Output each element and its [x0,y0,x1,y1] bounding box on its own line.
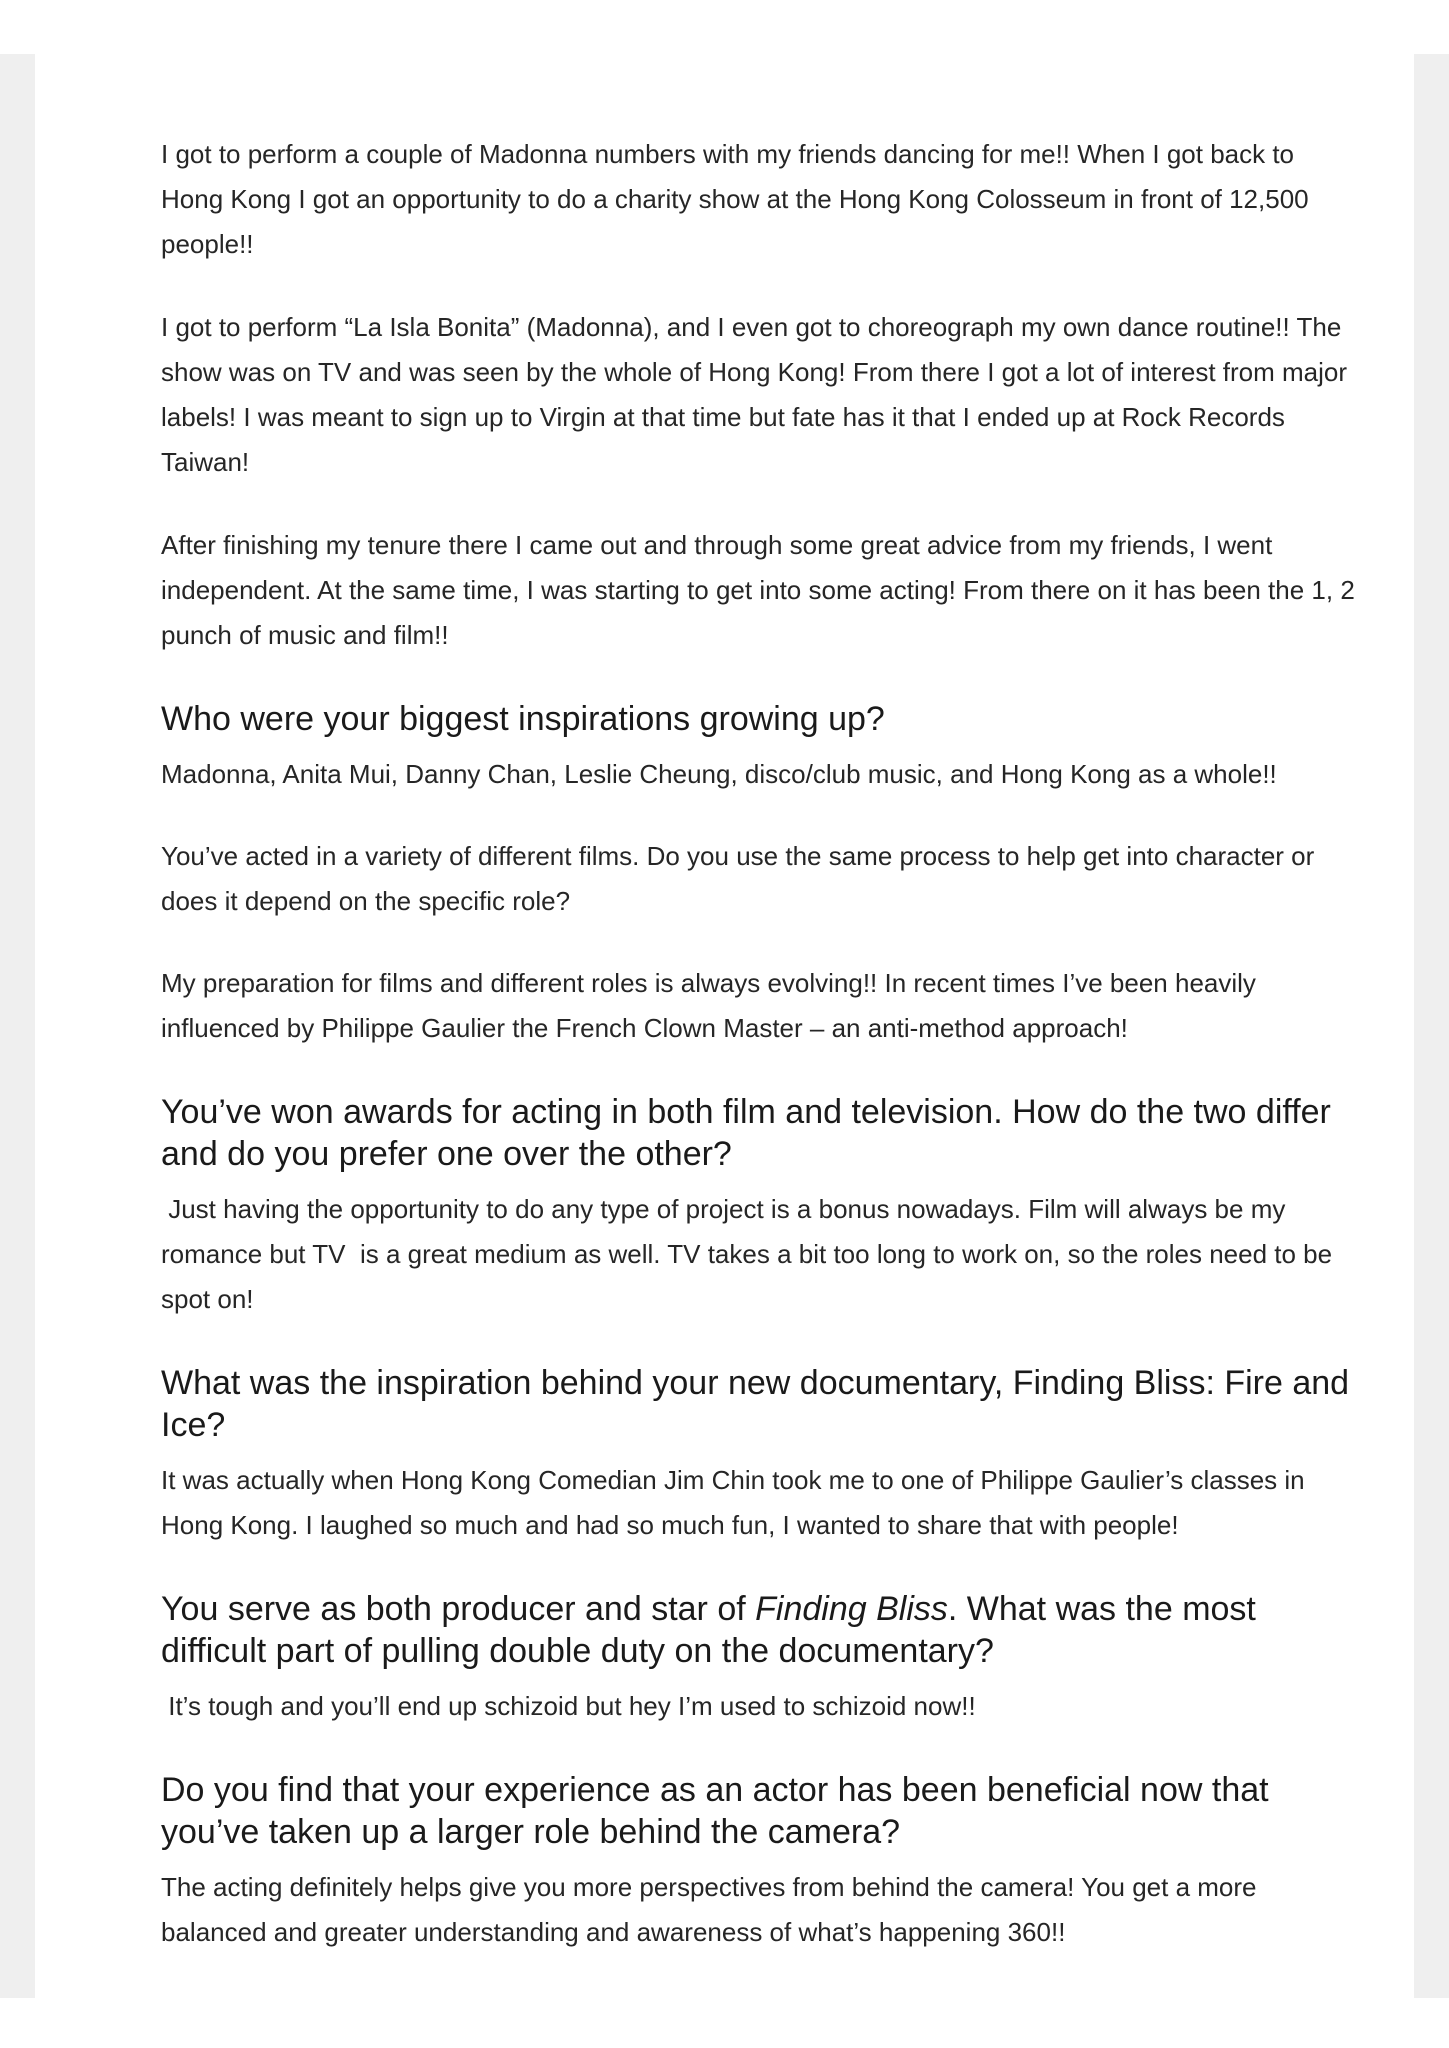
question-acting-process: You’ve acted in a variety of different films. Do you use the same process to help get into character or does it depend on the specific role? [161,841,1315,916]
answer-documentary-inspiration: It was actually when Hong Kong Comedian Jim Chin took me to one of Philippe Gaulier’s classes in Hong Kong. I laughed so much and had so much fun, I wanted to share that with people! [161,1465,1305,1540]
right-gutter [1414,54,1449,1998]
answer-behind-camera: The acting definitely helps give you more perspectives from behind the camera! You get a more balanced and greater understanding and awareness of what’s happening 360!! [161,1872,1257,1947]
answer-double-duty: It’s tough and you’ll end up schizoid but hey I’m used to schizoid now!! [161,1691,976,1721]
paragraph-la-isla-bonita: I got to perform “La Isla Bonita” (Madonna), and I even got to choreograph my own dance routine!! The show was on TV and was seen by the whole of Hong Kong! From there I got a lot of interest from major labels! I was meant to sign up to Virgin at that time but fate has it that I ended up at Rock Records Taiwan! [161,312,1348,477]
paragraph-went-independent: After finishing my tenure there I came out and through some great advice from my friends, I went independent. At the same time, I was starting to get into some acting! From there on it has been the 1, 2 punch of music and film!! [161,530,1355,650]
question-inspirations: Who were your biggest inspirations growing up? [161,700,885,738]
paragraph-madonna-numbers: I got to perform a couple of Madonna numbers with my friends dancing for me!! When I got back to Hong Kong I got an opportunity to do a charity show at the Hong Kong Colosseum in front of 12,500 people!! [161,139,1309,259]
answer-acting-process: My preparation for films and different roles is always evolving!! In recent times I’ve been heavily influenced by Philippe Gaulier the French Clown Master – an anti-method approach! [161,968,1256,1043]
left-gutter [0,54,35,1998]
answer-film-vs-tv: Just having the opportunity to do any type of project is a bonus nowadays. Film will always be my romance but TV is a great medium as well. TV takes a bit too long to work on, so the roles need to be spot on! [161,1194,1333,1314]
question-double-duty-end: . What was the most difficult part of pulling double duty on the documentary? [161,1590,1256,1670]
answer-inspirations: Madonna, Anita Mui, Danny Chan, Leslie Cheung, disco/club music, and Hong Kong as a whole!! [161,759,1277,789]
question-double-duty [161,1588,1361,1672]
documentary-title: Finding Bliss [755,1590,948,1628]
article-page [35,54,1414,1998]
question-behind-camera: Do you find that your experience as an actor has been beneficial now that you’ve taken up a larger role behind the camera? [161,1771,1269,1851]
article-body [161,132,1361,1955]
question-double-duty-start: You serve as both producer and star of [161,1590,756,1628]
question-film-vs-tv: You’ve won awards for acting in both film and television. How do the two differ and do you prefer one over the other? [161,1093,1331,1173]
question-documentary-inspiration: What was the inspiration behind your new documentary, Finding Bliss: Fire and Ice? [161,1364,1350,1444]
